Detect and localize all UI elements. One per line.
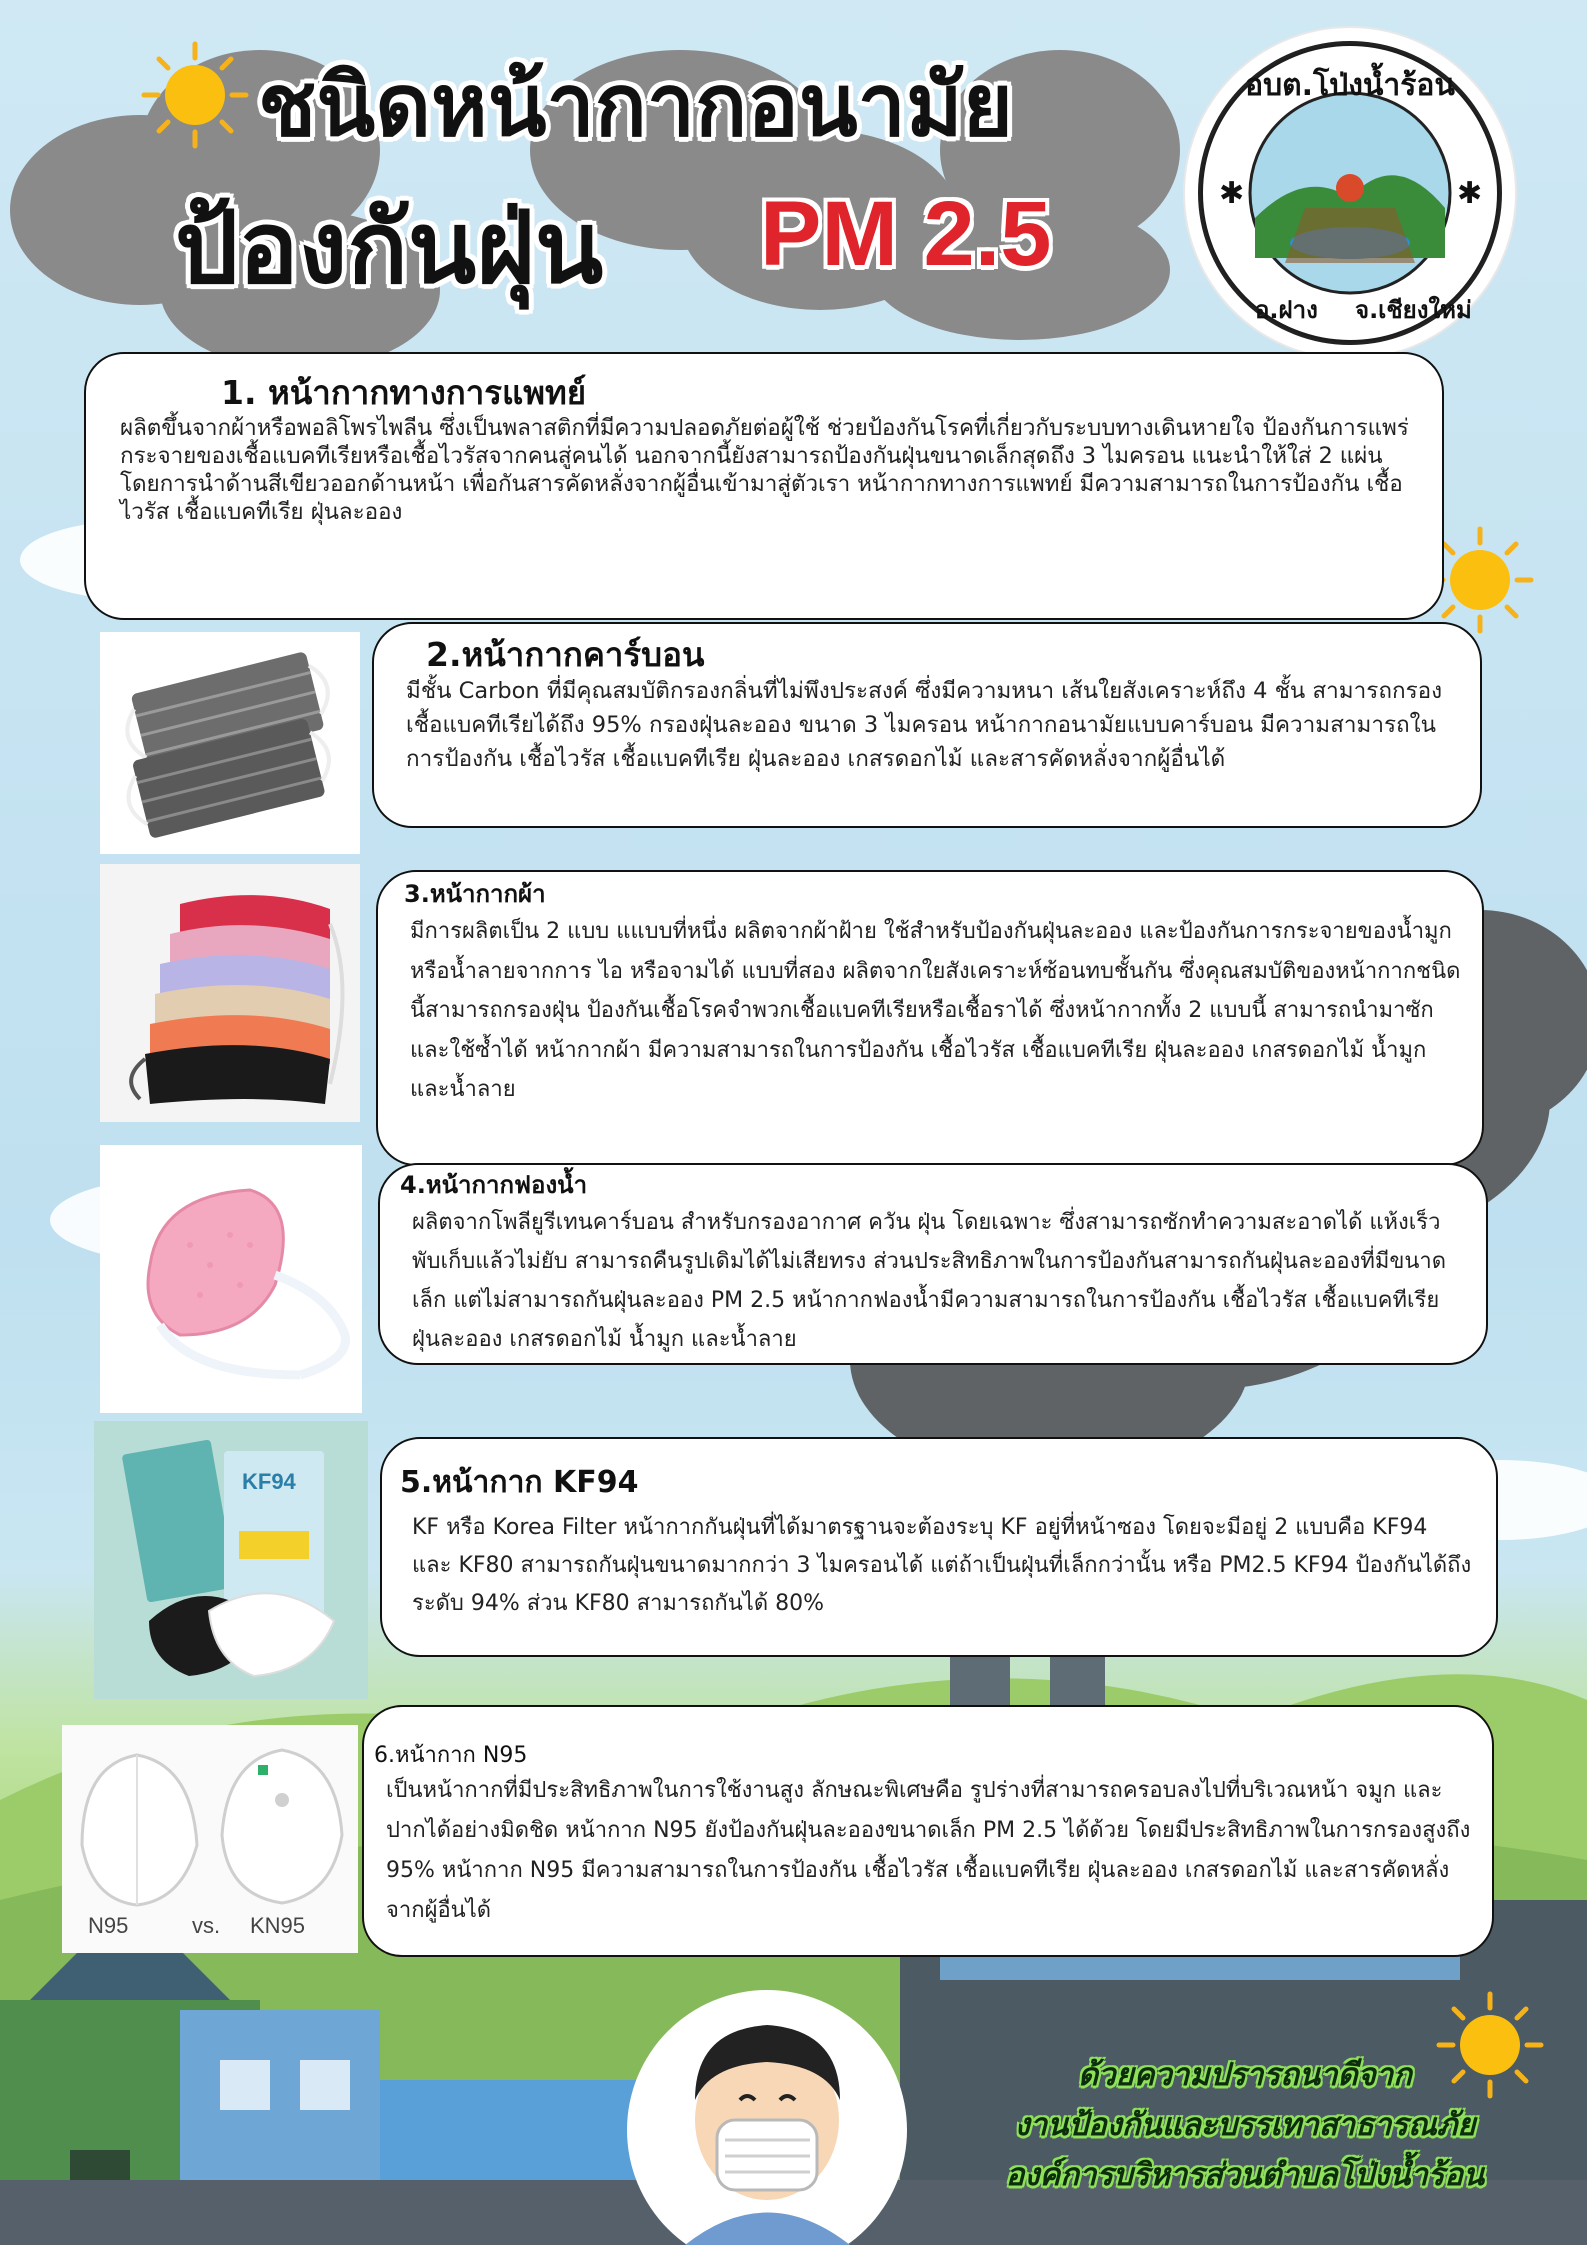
section-body: ผลิตขึ้นจากผ้าหรือพอลิโพรไพลีน ซึ่งเป็นพลาสติกที่มีความปลอดภัยต่อผู้ใช้ ช่วยป้องกันโรคที่เกี่ยวกับระบบทางเดินหายใจ ป้องกันการแพร่กระจายของเชื้อแบคทีเรียหรือเชื้อไวรัสจากคนสู่คนได้ นอกจากนี้ยังสามารถป้องกันฝุ่นขนาดเล็กสุดถึง 3 ไมครอน แนะนำให้ใส่ 2 แผ่น โดยการนำด้านสีเขียวออกด้านหน้า เพื่อกันสารคัดหลั่งจากผู้อื่นเข้ามาสู่ตัวเรา หน้ากากทางการแพทย์ มีความสามารถในการป้องกัน เชื้อไวรัส เชื้อแบคทีเรีย ฝุ่นละออง bbox=[120, 415, 1409, 525]
svg-text:✱: ✱ bbox=[1457, 176, 1483, 211]
footer-line2: งานป้องกันและบรรเทาสาธารณภัย bbox=[1014, 2107, 1476, 2143]
cloth-mask-photo bbox=[100, 864, 360, 1122]
section-card-sponge bbox=[378, 1163, 1488, 1365]
footer-credit bbox=[920, 2050, 1570, 2200]
carbon-mask-photo bbox=[100, 632, 360, 854]
section-heading: 3.หน้ากากผ้า bbox=[404, 880, 546, 908]
logo-top-text: อบต.โป่งน้ำร้อน bbox=[1245, 68, 1455, 103]
section-body: KF หรือ Korea Filter หน้ากากกันฝุ่นที่ได้มาตรฐานจะต้องระบุ KF อยู่ที่หน้าซอง โดยจะมีอยู่ 2 แบบคือ KF94 และ KF80 สามารถกันฝุ่นขนาดมากกว่า 3 ไมครอนได้ แต่ถ้าเป็นฝุ่นที่เล็กกว่านั้น หรือ PM2.5 KF94 ป้องกันได้ถึงระดับ 94% ส่วน KF80 สามารถกันได้ 80% bbox=[412, 1515, 1472, 1616]
section-heading: 1. หน้ากากทางการแพทย์ bbox=[221, 373, 587, 412]
n95-vs-label: vs. bbox=[192, 1913, 221, 1938]
section-card-medical bbox=[84, 352, 1444, 620]
poster-title-line2: ป้องกันฝุ่น bbox=[175, 189, 604, 306]
poster-title-line1: ชนิดหน้ากากอนามัย bbox=[258, 56, 1014, 156]
poster-title-pm: PM 2.5 bbox=[760, 183, 1052, 285]
section-heading: 4.หน้ากากฟองน้ำ bbox=[400, 1171, 588, 1199]
section-card-kf94 bbox=[380, 1437, 1498, 1657]
section-heading: 5.หน้ากาก KF94 bbox=[400, 1465, 639, 1500]
sun-icon bbox=[140, 40, 250, 150]
n95-label: N95 bbox=[88, 1913, 129, 1938]
section-heading: 2.หน้ากากคาร์บอน bbox=[426, 635, 705, 674]
footer-line1: ด้วยความปรารถนาดีจาก bbox=[1078, 2057, 1412, 2093]
masked-boy-illustration bbox=[625, 1970, 910, 2245]
footer-line3: องค์การบริหารส่วนตำบลโป่งน้ำร้อน bbox=[1005, 2157, 1485, 2193]
svg-text:✱: ✱ bbox=[1219, 176, 1245, 211]
kf94-mask-photo bbox=[94, 1421, 368, 1699]
logo-bottom-left: อ.ฝาง bbox=[1255, 296, 1318, 324]
sponge-mask-photo bbox=[100, 1145, 362, 1413]
section-card-cloth bbox=[376, 870, 1484, 1166]
n95-mask-photo bbox=[62, 1725, 358, 1953]
section-body: เป็นหน้ากากที่มีประสิทธิภาพในการใช้งานสูง ลักษณะพิเศษคือ รูปร่างที่สามารถครอบลงไปที่บริเวณหน้า จมูก และปากได้อย่างมิดชิด หน้ากาก N95 ยังป้องกันฝุ่นละอองขนาดเล็ก PM 2.5 ได้ด้วย โดยมีประสิทธิภาพในการกรองสูงถึง 95% หน้ากาก N95 มีความสามารถในการป้องกัน เชื้อไวรัส เชื้อแบคทีเรีย ฝุ่นละออง เกสรดอกไม้ และสารคัดหลั่งจากผู้อื่นได้ bbox=[386, 1778, 1471, 1923]
kn95-label: KN95 bbox=[250, 1913, 306, 1938]
section-card-carbon bbox=[372, 622, 1482, 828]
logo-bottom-right: จ.เชียงใหม่ bbox=[1355, 296, 1472, 324]
section-card-n95 bbox=[362, 1705, 1494, 1957]
section-body: มีชั้น Carbon ที่มีคุณสมบัติกรองกลิ่นที่ไม่พึงประสงค์ ซึ่งมีความหนา เส้นใยสังเคราะห์ถึง 4 ชั้น สามารถกรองเชื้อแบคทีเรียได้ถึง 95% กรองฝุ่นละออง ขนาด 3 ไมครอน หน้ากากอนามัยแบบคาร์บอน มีความสามารถในการป้องกัน เชื้อไวรัส เชื้อแบคทีเรีย ฝุ่นละออง เกสรดอกไม้ และสารคัดหลั่งจากผู้อื่นได้ bbox=[406, 678, 1443, 772]
organization-logo bbox=[1185, 28, 1515, 358]
section-body: ผลิตจากโพลียูรีเทนคาร์บอน สำหรับกรองอากาศ ควัน ฝุ่น โดยเฉพาะ ซึ่งสามารถซักทำความสะอาดได้ แห้งเร็ว พับเก็บแล้วไม่ยับ สามารถคืนรูปเดิมได้ไม่เสียทรง ส่วนประสิทธิภาพในการป้องกันสามารถกันฝุ่นละอองที่มีขนาดเล็ก แต่ไม่สามารถกันฝุ่นละออง PM 2.5 หน้ากากฟองน้ำมีความสามารถในการป้องกัน เชื้อไวรัส เชื้อแบคทีเรีย ฝุ่นละออง เกสรดอกไม้ น้ำมูก และน้ำลาย bbox=[412, 1210, 1447, 1352]
section-body: มีการผลิตเป็น 2 แบบ แแบบที่หนึ่ง ผลิตจากผ้าฝ้าย ใช้สำหรับป้องกันฝุ่นละออง และป้องกันการกระจายของน้ำมูกหรือน้ำลายจากการ ไอ หรือจามได้ แบบที่สอง ผลิตจากใยสังเคราะห์ซ้อนทบชั้นกัน ซึ่งคุณสมบัติของหน้ากากชนิดนี้สามารถกรองฝุ่น ป้องกันเชื้อโรคจำพวกเชื้อแบคทีเรียหรือเชื้อราได้ ซึ่งหน้ากากทั้ง 2 แบบนี้ สามารถนำมาซัก และใช้ซ้ำได้ หน้ากากผ้า มีความสามารถในการป้องกัน เชื้อไวรัส เชื้อแบคทีเรีย ฝุ่นละออง เกสรดอกไม้ น้ำมูก และน้ำลาย bbox=[410, 919, 1461, 1102]
kf94-package-label: KF94 bbox=[242, 1469, 296, 1494]
section-heading: 6.หน้ากาก N95 bbox=[374, 1743, 528, 1768]
